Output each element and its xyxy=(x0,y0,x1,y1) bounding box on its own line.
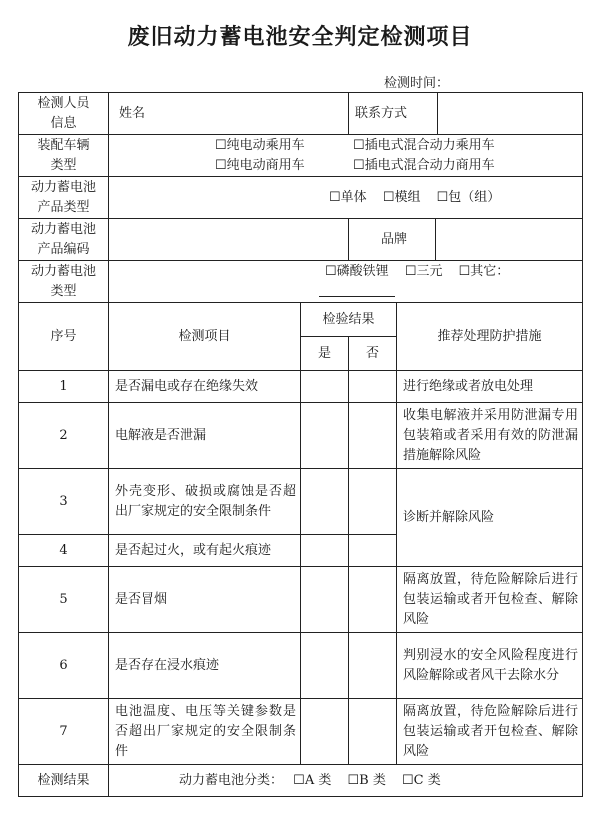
row-item: 是否存在浸水痕迹 xyxy=(109,633,301,699)
seq-header: 序号 xyxy=(19,303,109,371)
vehicle-option-bev-passenger[interactable]: ☐ 纯电动乘用车 xyxy=(215,136,341,156)
row-yes-cell[interactable] xyxy=(301,469,349,535)
no-header: 否 xyxy=(349,337,397,371)
contact-label: 联系方式 xyxy=(353,93,438,135)
inspection-form-table xyxy=(18,92,583,797)
class-option-b[interactable]: ☐ B 类 xyxy=(347,771,385,791)
row-measure: 隔离放置，待危险解除后进行包装运输或者开包检查、解除风险 xyxy=(397,699,583,765)
row-seq: 1 xyxy=(19,371,109,403)
row-no-cell[interactable] xyxy=(349,633,397,699)
table-row xyxy=(19,633,583,699)
row-seq: 5 xyxy=(19,567,109,633)
class-option-a[interactable]: ☐ A 类 xyxy=(293,771,331,791)
table-row xyxy=(19,699,583,765)
product-code-label: 动力蓄电池 产品编码 xyxy=(19,219,109,261)
product-type-label: 动力蓄电池 产品类型 xyxy=(19,177,109,219)
row-yes-cell[interactable] xyxy=(301,699,349,765)
row-measure: 诊断并解除风险 xyxy=(397,469,583,567)
yes-header: 是 xyxy=(301,337,349,371)
contact-cell[interactable] xyxy=(349,93,583,135)
name-cell[interactable] xyxy=(109,93,349,135)
row-yes-cell[interactable] xyxy=(301,535,349,567)
row-no-cell[interactable] xyxy=(349,371,397,403)
item-header: 检测项目 xyxy=(109,303,301,371)
table-row xyxy=(19,403,583,469)
brand-label: 品牌 xyxy=(353,219,436,261)
row-item: 是否冒烟 xyxy=(109,567,301,633)
product-option-cell[interactable]: ☐ 单体 xyxy=(329,188,367,208)
row-measure: 判别浸水的安全风险程度进行风险解除或者风干去除水分 xyxy=(397,633,583,699)
row-seq: 4 xyxy=(19,535,109,567)
class-option-c[interactable]: ☐ C 类 xyxy=(402,771,441,791)
table-row xyxy=(19,371,583,403)
battery-option-ternary[interactable]: ☐ 三元 xyxy=(405,262,443,282)
brand-cell[interactable] xyxy=(349,219,583,261)
row-yes-cell[interactable] xyxy=(301,403,349,469)
name-label: 姓名 xyxy=(119,105,146,121)
vehicle-option-bev-commercial[interactable]: ☐ 纯电动商用车 xyxy=(215,156,341,176)
row-no-cell[interactable] xyxy=(349,403,397,469)
other-type-blank[interactable] xyxy=(319,296,395,297)
row-seq: 7 xyxy=(19,699,109,765)
row-measure: 收集电解液并采用防泄漏专用包装箱或者采用有效的防泄漏措施解除风险 xyxy=(397,403,583,469)
row-measure: 进行绝缘或者放电处理 xyxy=(397,371,583,403)
product-type-options xyxy=(109,177,583,219)
vehicle-option-phev-passenger[interactable]: ☐ 插电式混合动力乘用车 xyxy=(353,136,495,156)
inspector-info-label: 检测人员 信息 xyxy=(19,93,109,135)
row-seq: 2 xyxy=(19,403,109,469)
product-option-module[interactable]: ☐ 模组 xyxy=(383,188,421,208)
vehicle-type-label: 装配车辆 类型 xyxy=(19,135,109,177)
row-seq: 6 xyxy=(19,633,109,699)
page-title: 废旧动力蓄电池安全判定检测项目 xyxy=(127,25,473,50)
vehicle-type-options xyxy=(109,135,583,177)
result-label: 检测结果 xyxy=(19,765,109,797)
row-item: 电解液是否泄漏 xyxy=(109,403,301,469)
result-header: 检验结果 xyxy=(301,303,397,337)
measure-header: 推荐处理防护措施 xyxy=(397,303,583,371)
row-yes-cell[interactable] xyxy=(301,633,349,699)
row-item: 外壳变形、破损或腐蚀是否超出厂家规定的安全限制条件 xyxy=(109,469,301,535)
table-row xyxy=(19,567,583,633)
row-item: 是否漏电或存在绝缘失效 xyxy=(109,371,301,403)
row-no-cell[interactable] xyxy=(349,469,397,535)
product-code-field[interactable] xyxy=(109,219,349,261)
row-yes-cell[interactable] xyxy=(301,371,349,403)
row-measure: 隔离放置，待危险解除后进行包装运输或者开包检查、解除风险 xyxy=(397,567,583,633)
row-no-cell[interactable] xyxy=(349,699,397,765)
row-item: 电池温度、电压等关键参数是否超出厂家规定的安全限制条件 xyxy=(109,699,301,765)
row-seq: 3 xyxy=(19,469,109,535)
battery-type-label: 动力蓄电池 类型 xyxy=(19,261,109,303)
product-option-pack[interactable]: ☐ 包（组） xyxy=(437,188,501,208)
test-time-label: 检测时间： xyxy=(384,76,450,91)
battery-type-options xyxy=(109,261,583,303)
battery-option-other[interactable]: ☐ 其它： xyxy=(459,262,510,282)
vehicle-option-phev-commercial[interactable]: ☐ 插电式混合动力商用车 xyxy=(353,156,495,176)
row-yes-cell[interactable] xyxy=(301,567,349,633)
table-row xyxy=(19,469,583,535)
classification-cell xyxy=(109,765,583,797)
battery-option-lfp[interactable]: ☐ 磷酸铁锂 xyxy=(325,262,389,282)
classification-label: 动力蓄电池分类： xyxy=(179,772,284,788)
row-no-cell[interactable] xyxy=(349,535,397,567)
row-no-cell[interactable] xyxy=(349,567,397,633)
row-item: 是否起过火，或有起火痕迹 xyxy=(109,535,301,567)
